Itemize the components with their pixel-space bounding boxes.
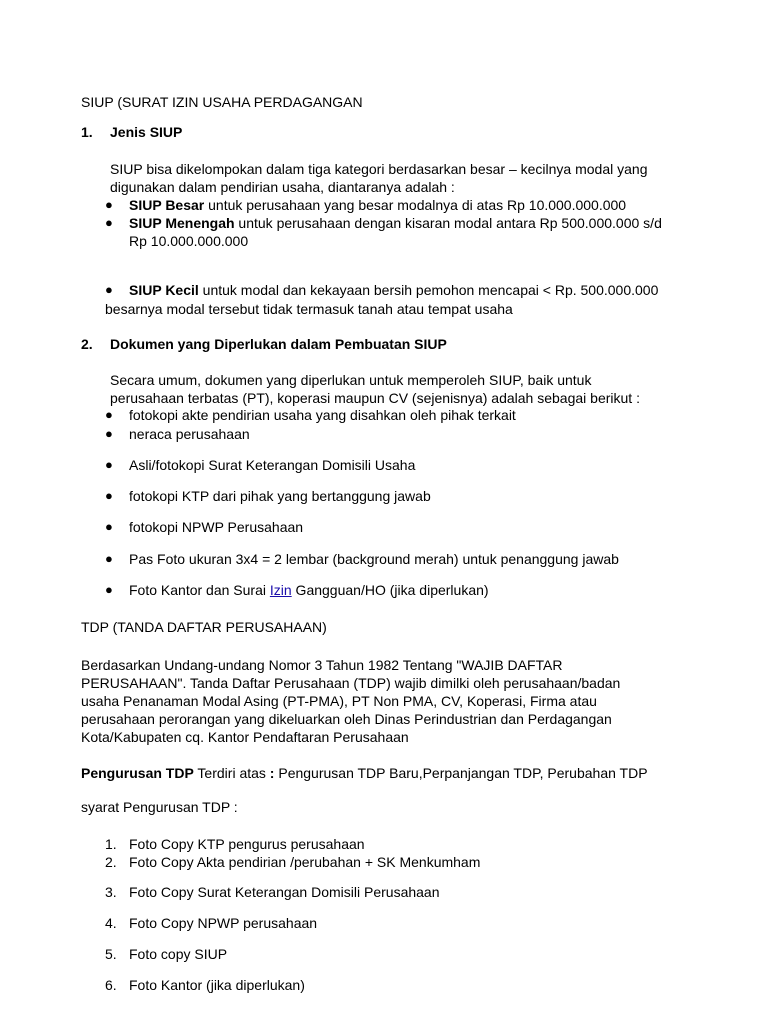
tdp-title: TDP (TANDA DAFTAR PERUSAHAAN): [81, 619, 327, 635]
siup-besar-label: SIUP Besar: [129, 197, 205, 213]
foto-kantor-post: Gangguan/HO (jika diperlukan): [291, 582, 489, 598]
list-number: 4.: [105, 915, 117, 931]
siup-besar-text: untuk perusahaan yang besar modalnya di atas Rp 10.000.000.000: [204, 197, 627, 213]
document-item: fotokopi akte pendirian usaha yang disahkan oleh pihak terkait: [129, 407, 516, 423]
siup-menengah-item: [129, 214, 662, 232]
foto-kantor-pre: Foto Kantor dan Surai: [129, 582, 270, 598]
syarat-item: Foto Copy Surat Keterangan Domisili Perusahaan: [129, 884, 440, 900]
syarat-item: Foto Copy Akta pendirian /perubahan + SK Menkumham: [129, 854, 481, 870]
section-2-number: 2.: [81, 336, 93, 352]
document-item: fotokopi NPWP Perusahaan: [129, 519, 304, 535]
bullet-icon: ●: [105, 551, 113, 566]
section-2-intro-line1: Secara umum, dokumen yang diperlukan untuk memperoleh SIUP, baik untuk: [110, 372, 592, 388]
tdp-paragraph-line: Berdasarkan Undang-undang Nomor 3 Tahun 1982 Tentang "WAJIB DAFTAR: [81, 657, 563, 673]
page-title: SIUP (SURAT IZIN USAHA PERDAGANGAN: [81, 94, 363, 110]
syarat-item: Foto copy SIUP: [129, 946, 228, 962]
list-number: 6.: [105, 977, 117, 993]
tdp-paragraph-line: Kota/Kabupaten cq. Kantor Pendaftaran Perusahaan: [81, 729, 409, 745]
siup-kecil-cont: besarnya modal tersebut tidak termasuk tanah atau tempat usaha: [105, 301, 513, 317]
bullet-icon: ●: [105, 457, 113, 472]
izin-link[interactable]: Izin: [269, 582, 292, 598]
bullet-icon: ●: [105, 582, 113, 597]
document-item: fotokopi KTP dari pihak yang bertanggung jawab: [129, 488, 431, 504]
siup-menengah-text: untuk perusahaan dengan kisaran modal antara Rp 500.000.000 s/d: [234, 215, 662, 231]
siup-kecil-label: SIUP Kecil: [129, 282, 199, 298]
bullet-icon: ●: [105, 426, 113, 441]
pengurusan-label: Pengurusan TDP: [81, 765, 194, 781]
bullet-icon: ●: [105, 215, 113, 230]
syarat-item: Foto Copy NPWP perusahaan: [129, 915, 318, 931]
siup-kecil-text: untuk modal dan kekayaan bersih pemohon mencapai < Rp. 500.000.000: [198, 282, 659, 298]
siup-menengah-cont: Rp 10.000.000.000: [129, 233, 249, 249]
section-1-number: 1.: [81, 124, 93, 140]
pengurusan-mid: Terdiri atas: [193, 765, 270, 781]
document-item-foto-kantor: [129, 581, 489, 599]
pengurusan-text: Pengurusan TDP Baru,Perpanjangan TDP, Perubahan TDP: [274, 765, 648, 781]
document-item: neraca perusahaan: [129, 426, 250, 442]
syarat-heading: syarat Pengurusan TDP :: [81, 799, 238, 815]
bullet-icon: ●: [105, 282, 113, 297]
tdp-paragraph-line: perusahaan perorangan yang dikeluarkan oleh Dinas Perindustrian dan Perdagangan: [81, 711, 612, 727]
siup-menengah-label: SIUP Menengah: [129, 215, 235, 231]
tdp-paragraph-line: usaha Penanaman Modal Asing (PT-PMA), PT Non PMA, CV, Koperasi, Firma atau: [81, 693, 597, 709]
syarat-item: Foto Copy KTP pengurus perusahaan: [129, 836, 365, 852]
bullet-icon: ●: [105, 519, 113, 534]
section-2-intro-line2: perusahaan terbatas (PT), koperasi maupun CV (sejenisnya) adalah sebagai berikut :: [110, 390, 640, 406]
tdp-paragraph-line: PERUSAHAAN". Tanda Daftar Perusahaan (TDP) wajib dimilki oleh perusahaan/badan: [81, 675, 621, 691]
pengurusan-colon: :: [269, 765, 275, 781]
document-item: Pas Foto ukuran 3x4 = 2 lembar (background merah) untuk penanggung jawab: [129, 551, 619, 567]
bullet-icon: ●: [105, 488, 113, 503]
bullet-icon: ●: [105, 407, 113, 422]
document-item: Asli/fotokopi Surat Keterangan Domisili Usaha: [129, 457, 416, 473]
siup-kecil-item: [129, 281, 658, 299]
list-number: 3.: [105, 884, 117, 900]
section-2-heading: Dokumen yang Diperlukan dalam Pembuatan SIUP: [110, 336, 447, 352]
section-1-intro-line2: digunakan dalam pendirian usaha, diantaranya adalah :: [110, 179, 455, 195]
section-1-heading: Jenis SIUP: [110, 124, 183, 140]
pengurusan-tdp-line: [81, 764, 648, 782]
syarat-item: Foto Kantor (jika diperlukan): [129, 977, 305, 993]
list-number: 2.: [105, 854, 117, 870]
siup-besar-item: [129, 196, 626, 214]
bullet-icon: ●: [105, 197, 113, 212]
list-number: 1.: [105, 836, 117, 852]
section-1-intro-line1: SIUP bisa dikelompokan dalam tiga kategori berdasarkan besar – kecilnya modal yang: [110, 161, 648, 177]
list-number: 5.: [105, 946, 117, 962]
